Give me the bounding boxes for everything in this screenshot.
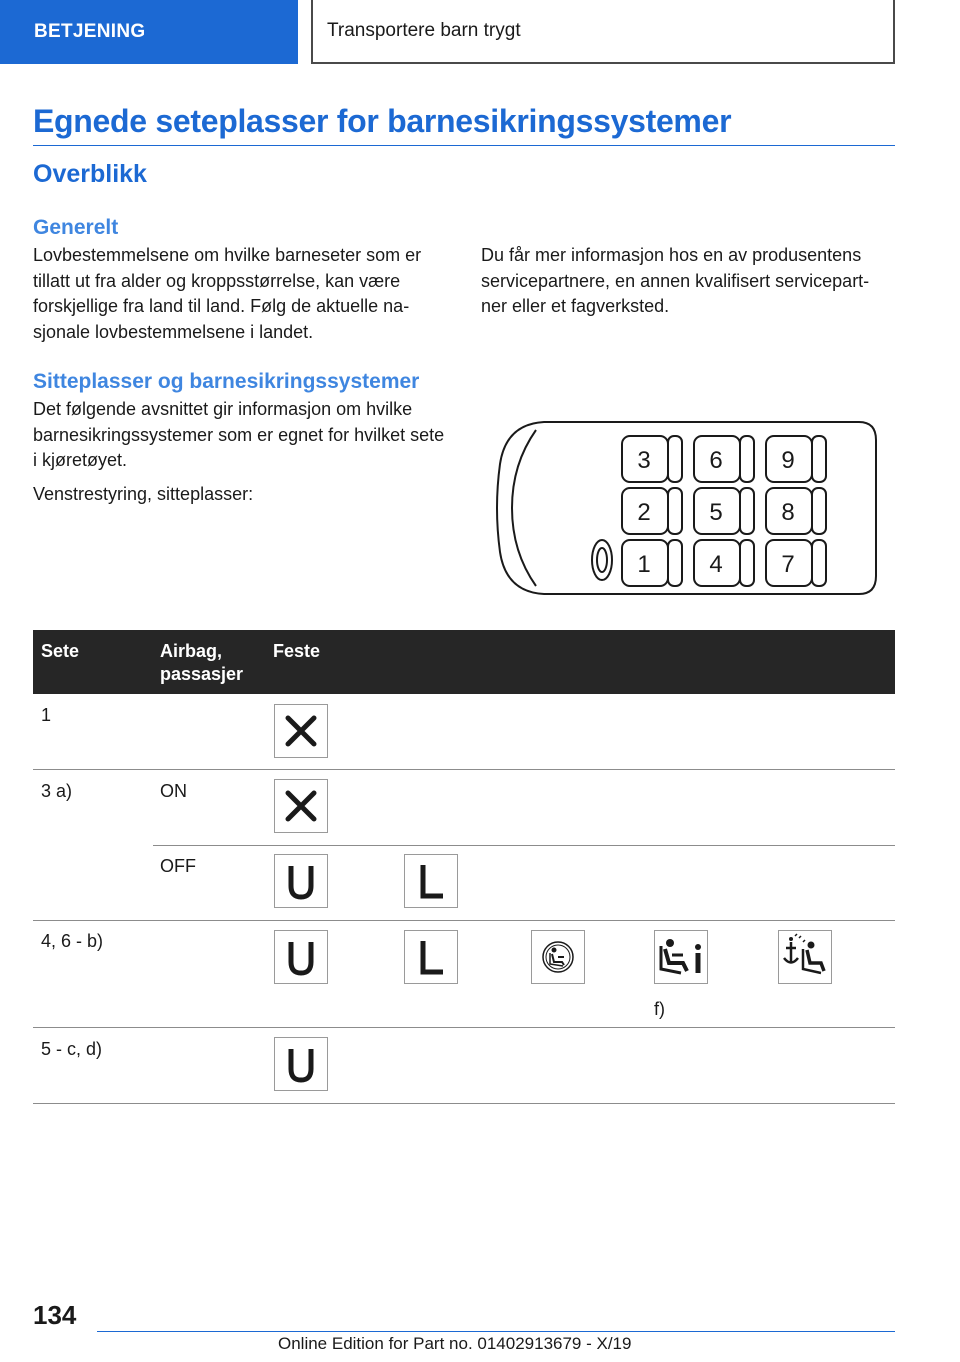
child-seat-info-icon [654,930,708,984]
universal-u-icon [274,854,328,908]
chapter-label: Transportere barn trygt [327,20,521,41]
isofix-anchor-seat-icon [778,930,832,984]
seat-layout-diagram [484,412,884,602]
seat-number: 4 [709,551,723,578]
column-header-airbag: Airbag, passasjer [160,641,244,684]
table-cell-seat: 5 - c, d) [41,1039,103,1059]
footnote-marker: f) [654,999,665,1019]
seat-number: 2 [637,499,651,526]
table-cell-airbag: ON [160,781,187,801]
column-header-mount: Feste [273,641,321,661]
section-tab [0,0,298,64]
section-subtitle: Overblikk [33,160,147,188]
general-right-paragraph: Du får mer informasjon hos en av produsentens servicepartnere, en annen kvalifisert servicepart-ner eller et fagverksted. [481,245,870,316]
footer-divider [97,1331,895,1332]
seats-paragraph: Det følgende avsnittet gir informasjon om hvilke barnesikringssystemer som er egnet for hvilket sete i kjøretøyet. [33,399,445,470]
row-divider [153,845,895,846]
semi-universal-l-icon [404,930,458,984]
row-divider [33,920,895,921]
general-heading: Generelt [33,216,119,239]
general-left-paragraph: Lovbestemmelsene om hvilke barneseter som er tillatt ut fra alder og kroppsstørrelse, kan være forskjellige fra land til land. Følg de aktuelle na-sjonale lovbestemmelsene i landet. [33,245,422,342]
seat-number: 9 [781,447,795,474]
table-cell-seat: 4, 6 - b) [41,931,104,951]
cross-icon [274,704,328,758]
page-number: 134 [33,1300,77,1330]
table-cell-seat: 1 [41,705,52,725]
page-title: Egnede seteplasser for barnesikringssystemer [33,103,732,139]
chapter-tab [311,0,895,64]
title-divider [33,145,895,146]
seat-number: 7 [781,551,795,578]
row-divider [33,1027,895,1028]
seat-number: 5 [709,499,723,526]
table-cell-airbag: OFF [160,856,196,876]
universal-u-icon [274,930,328,984]
seat-number: 3 [637,447,651,474]
row-divider [33,1103,895,1104]
seat-number: 1 [637,551,651,578]
section-label: BETJENING [34,21,146,42]
table-header [33,630,895,694]
cross-icon [274,779,328,833]
seat-number: 6 [709,447,723,474]
seat-number: 8 [781,499,795,526]
seats-paragraph-2: Venstrestyring, sitteplasser: [33,484,254,504]
isize-seat-icon [531,930,585,984]
semi-universal-l-icon [404,854,458,908]
column-header-seat: Sete [41,641,80,661]
row-divider [33,769,895,770]
seats-heading: Sitteplasser og barnesikringssystemer [33,370,420,393]
universal-u-icon [274,1037,328,1091]
edition-note: Online Edition for Part no. 01402913679 - X/19 [278,1334,632,1353]
table-cell-seat: 3 a) [41,781,73,801]
